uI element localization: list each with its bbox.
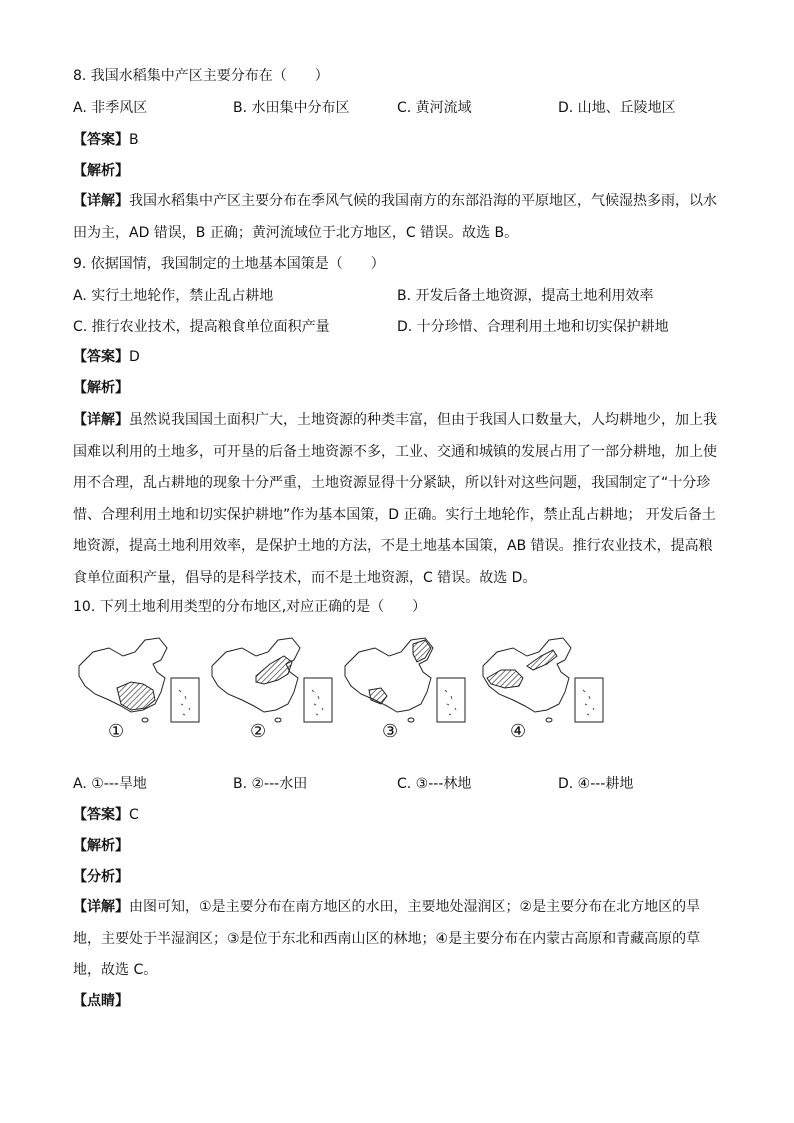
q10-analysis-heading — [73, 836, 129, 856]
q9-stem: 9. 依据国情，我国制定的土地基本国策是（ ） — [73, 256, 385, 272]
q8-option-a: A. 非季风区 — [73, 100, 148, 116]
analysis-tag: 【解析】 — [73, 838, 129, 854]
map-label-3: ③ — [382, 721, 399, 742]
q9-option-d: D. 十分珍惜、合理利用土地和切实保护耕地 — [397, 319, 669, 335]
detail-tag: 【详解】 — [73, 193, 129, 209]
q10-detail — [73, 892, 723, 987]
q8-option-c: C. 黄河流域 — [397, 100, 472, 116]
q10-option-b: B. ②---水田 — [233, 776, 308, 792]
china-map-3 — [341, 634, 471, 734]
q9-option-a: A. 实行土地轮作，禁止乱占耕地 — [73, 288, 274, 304]
detail-tag: 【详解】 — [73, 899, 129, 915]
map-label-1: ① — [108, 721, 125, 742]
map-2 — [208, 634, 338, 734]
answer-tag: 【答案】 — [73, 132, 129, 148]
q8-analysis-heading — [73, 161, 129, 181]
answer-tag: 【答案】 — [73, 807, 129, 823]
analysis-tag: 【解析】 — [73, 380, 129, 396]
q9-analysis-heading — [73, 378, 129, 398]
answer-tag: 【答案】 — [73, 349, 129, 365]
q9-option-b: B. 开发后备土地资源，提高土地利用效率 — [397, 288, 654, 304]
map-label-4: ④ — [510, 721, 527, 742]
q8-detail — [73, 186, 723, 249]
q9-answer — [73, 347, 140, 367]
answer-value: D — [129, 349, 140, 365]
q8-option-b: B. 水田集中分布区 — [233, 100, 350, 116]
q8-stem: 8. 我国水稻集中产区主要分布在（ ） — [73, 68, 329, 84]
q10-stem: 10. 下列土地利用类型的分布地区,对应正确的是（ ） — [73, 599, 427, 615]
detail-text: 由图可知，①是主要分布在南方地区的水田，主要地处湿润区；②是主要分布在北方地区的旱地，主要处于半湿润区；③是位于东北和西南山区的林地；④是主要分布在内蒙古高原和青藏高原的草地，故选 C。 — [73, 899, 701, 978]
map-label-2: ② — [250, 721, 267, 742]
detail-text: 虽然说我国国土面积广大，土地资源的种类丰富，但由于我国人口数量大，人均耕地少，加上我国难以利用的土地多，可开垦的后备土地资源不多，工业、交通和城镇的发展占用了一部分耕地，加上使用不合理，乱占耕地的现象十分严重，土地资源显得十分紧缺，所以针对这些问题，我国制定了“十分珍惜、合理利用土地和切实保护耕地”作为基本国策，D 正确。实行土地轮作，禁止乱占耕地； 开发后备土地资源，提高土地利用效率，是保护土地的方法，不是土地基本国策，AB 错误。推行农业技术，提高粮食单位面积产量，倡导的是科学技术，而不是土地资源，C 错误。故选 D。 — [73, 412, 717, 586]
detail-text: 我国水稻集中产区主要分布在季风气候的我国南方的东部沿海的平原地区，气候湿热多雨，以水田为主，AD 错误，B 正确；黄河流域位于北方地区，C 错误。故选 B。 — [73, 193, 717, 241]
answer-value: C — [129, 807, 139, 823]
china-map-4 — [479, 634, 609, 734]
q8-answer — [73, 130, 139, 150]
q8-option-d: D. 山地、丘陵地区 — [558, 100, 676, 116]
land-use-maps — [75, 634, 635, 754]
q10-option-a: A. ①---旱地 — [73, 776, 147, 792]
q10-option-c: C. ③---林地 — [397, 776, 472, 792]
china-map-2 — [208, 634, 338, 734]
detail-tag: 【详解】 — [73, 412, 129, 428]
q10-answer — [73, 805, 139, 825]
q10-comment-heading — [73, 991, 129, 1011]
map-1 — [75, 634, 205, 734]
q10-option-d: D. ④---耕地 — [558, 776, 634, 792]
fenxi-tag: 【分析】 — [73, 869, 129, 885]
comment-tag: 【点睛】 — [73, 993, 129, 1009]
map-3 — [341, 634, 471, 734]
q10-analysis2-heading — [73, 867, 129, 887]
q9-detail — [73, 405, 723, 594]
q9-option-c: C. 推行农业技术，提高粮食单位面积产量 — [73, 319, 330, 335]
answer-value: B — [129, 132, 139, 148]
analysis-tag: 【解析】 — [73, 163, 129, 179]
map-4 — [479, 634, 609, 734]
china-map-1 — [75, 634, 205, 734]
